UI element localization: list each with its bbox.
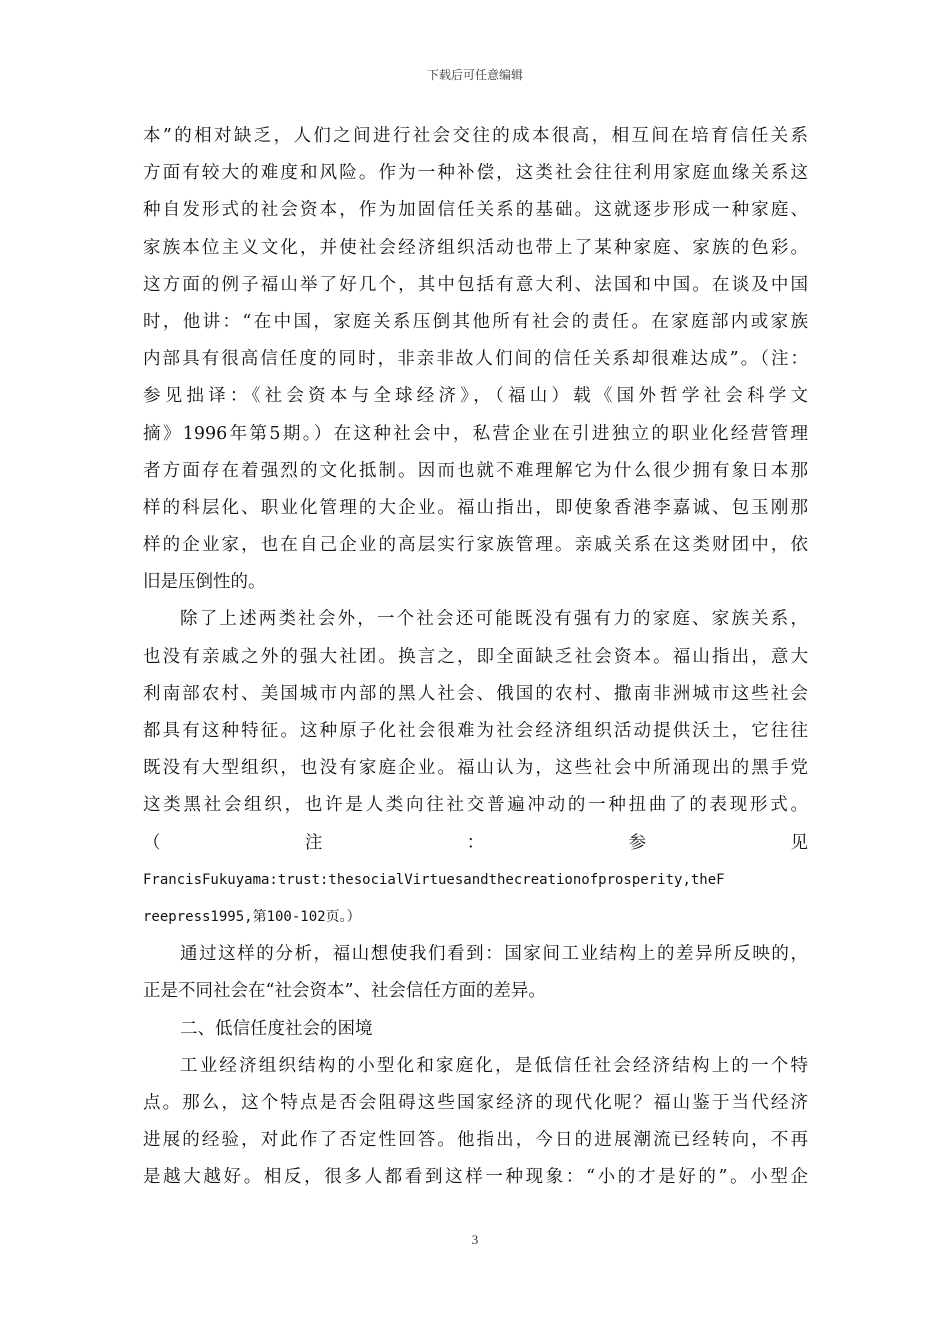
text-line: 旧是压倒性的。 <box>143 572 266 593</box>
text-line: 时，他讲：“在中国，家庭关系压倒其他所有社会的责任。在家庭部内或家族 <box>143 311 808 332</box>
text-line: 正是不同社会在“社会资本”、社会信任方面的差异。 <box>143 981 546 1002</box>
text-line: 参见拙译：《社会资本与全球经济》，（福山）载《国外哲学社会科学文 <box>143 386 808 407</box>
paragraph-first-line: 工业经济组织结构的小型化和家庭化，是低信任社会经济结构上的一个特 <box>180 1055 808 1076</box>
text-line: 家族本位主义文化，并使社会经济组织活动也带上了某种家庭、家族的色彩。 <box>143 237 808 258</box>
text-line: 既没有大型组织，也没有家庭企业。福山认为，这些社会中所涌现出的黑手党 <box>143 758 808 779</box>
footnote-line: （注：参见 <box>143 832 808 853</box>
text-line: 进展的经验，对此作了否定性回答。他指出，今日的进展潮流已经转向，不再 <box>143 1130 808 1151</box>
text-line: 点。那么，这个特点是否会阻碍这些国家经济的现代化呢？福山鉴于当代经济 <box>143 1092 808 1113</box>
page-number: 3 <box>471 1232 479 1247</box>
text-line: 者方面存在着强烈的文化抵制。因而也就不难理解它为什么很少拥有象日本那 <box>143 460 808 481</box>
page-header: 下载后可任意编辑 <box>426 68 523 82</box>
text-line: 都具有这种特征。这种原子化社会很难为社会经济组织活动提供沃土，它往往 <box>143 721 808 741</box>
text-line: 摘》1996年第5期。）在这种社会中，私营企业在引进独立的职业化经营管理 <box>143 423 808 444</box>
text-line: 种自发形式的社会资本，作为加固信任关系的基础。这就逐步形成一种家庭、 <box>143 200 808 221</box>
section-heading: 二、低信任度社会的困境 <box>180 1018 373 1039</box>
text-line: 样的科层化、职业化管理的大企业。福山指出，即使象香港李嘉诚、包玉刚那 <box>143 497 808 518</box>
text-line: 这方面的例子福山举了好几个，其中包括有意大利、法国和中国。在谈及中国 <box>143 274 808 295</box>
text-line: 利南部农村、美国城市内部的黑人社会、俄国的农村、撒南非洲城市这些社会 <box>143 683 808 704</box>
text-line: 这类黑社会组织，也许是人类向往社交普遍冲动的一种扭曲了的表现形式。 <box>143 795 808 816</box>
paragraph-first-line: 除了上述两类社会外，一个社会还可能既没有强有力的家庭、家族关系， <box>180 609 808 630</box>
footnote-line: reepress1995,第100-102页。） <box>143 908 361 925</box>
document-body <box>143 118 808 1196</box>
paragraph-first-line: 通过这样的分析，福山想使我们看到：国家间工业结构上的差异所反映的， <box>180 944 808 965</box>
text-line: 也没有亲戚之外的强大社团。换言之，即全面缺乏社会资本。福山指出，意大 <box>143 646 808 667</box>
text-line: 本”的相对缺乏，人们之间进行社会交往的成本很高，相互间在培育信任关系 <box>143 126 808 146</box>
text-line: 内部具有很高信任度的同时，非亲非故人们间的信任关系却很难达成”。（注： <box>143 349 808 370</box>
text-line: 样的企业家，也在自己企业的高层实行家族管理。亲戚关系在这类财团中，依 <box>143 535 808 556</box>
text-line: 是越大越好。相反，很多人都看到这样一种现象：“小的才是好的”。小型企 <box>143 1167 808 1188</box>
text-line: 方面有较大的难度和风险。作为一种补偿，这类社会往往利用家庭血缘关系这 <box>143 163 808 184</box>
footnote-line: FrancisFukuyama:trust:thesocialVirtuesandthecreationofprosperity,theF <box>143 871 725 888</box>
